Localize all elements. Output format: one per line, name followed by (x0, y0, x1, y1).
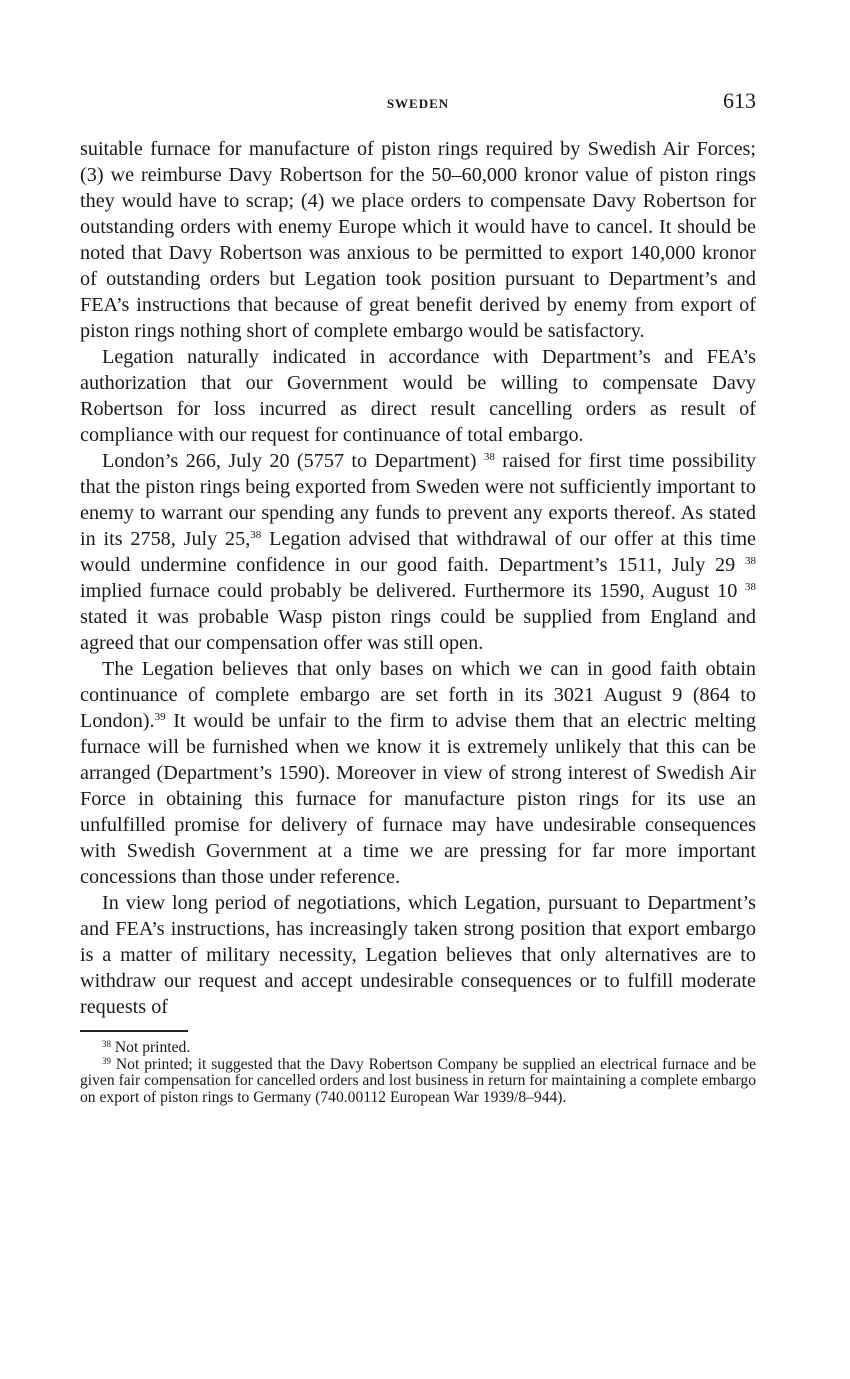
footnote-39 (80, 1057, 756, 1107)
footnote-divider (80, 1030, 188, 1032)
paragraph-text: stated it was probable Wasp piston rings could be supplied from England and agreed that our compensation offer was still open. (80, 606, 756, 654)
running-head: SWEDEN (386, 96, 450, 111)
paragraph-text: The Legation believes that only bases on which we can in good faith obtain continuance of complete embargo are set forth in its 3021 August 9 (864 to London). (80, 658, 756, 732)
footnote-38 (80, 1040, 756, 1057)
paragraph-text: Legation advised that withdrawal of our offer at this time would undermine confidence in our good faith. Department’s 1511, July 29 (80, 528, 757, 576)
page-number: 613 (723, 88, 756, 113)
footnote-reference: 38 (745, 555, 756, 567)
footnote-reference: 38 (483, 451, 495, 463)
body-paragraph (80, 448, 756, 656)
body-paragraph (80, 136, 756, 344)
body-paragraph (80, 656, 756, 890)
footnote-text: Not printed; it suggested that the Davy Robertson Company be supplied an electrical furnace and be given fair compensation for cancelled orders and lost business in return for maintaining a complete embargo on export of piston rings to Germany (740.00112 European War 1939/8–944). (80, 1055, 756, 1106)
paragraph-text: In view long period of negotiations, which Legation, pursuant to Department’s and FEA’s instructions, has increasingly taken strong position that export embargo is a matter of military necessity, Legation believes that only alternatives are to withdraw our request and accept undesirable consequences or to fulfill moderate requests of (80, 892, 756, 1018)
footnotes (80, 1040, 756, 1106)
paragraph-text: London’s 266, July 20 (5757 to Department) (102, 450, 484, 472)
footnote-number: 38 (102, 1039, 111, 1049)
footnote-reference: 39 (154, 711, 166, 723)
footnote-text: Not printed. (111, 1039, 191, 1056)
page-header (80, 88, 756, 124)
footnote-reference: 38 (250, 529, 262, 541)
paragraph-text: Legation naturally indicated in accordance with Department’s and FEA’s authorization that our Government would be willing to compensate Davy Robertson for loss incurred as direct result cancelling orders as result of compliance with our request for continuance of total embargo. (80, 346, 756, 446)
footnote-number: 39 (102, 1055, 111, 1066)
document-page (80, 88, 756, 1106)
body-paragraph (80, 890, 756, 1020)
body-text (80, 136, 756, 1020)
paragraph-text: raised for first time possibility that the piston rings being exported from Sweden were not sufficiently important to enemy to warrant our spending any funds to prevent any exports thereof. As stated in its 2758, July 25, (80, 450, 756, 550)
footnote-reference: 38 (745, 581, 756, 593)
paragraph-text: implied furnace could probably be delivered. Furthermore its 1590, August 10 (80, 580, 745, 602)
paragraph-text: It would be unfair to the firm to advise them that an electric melting furnace will be furnished when we know it is extremely unlikely that this can be arranged (Department’s 1590). Moreover in view of strong interest of Swedish Air Force in obtaining this furnace for manufacture piston rings for its use an unfulfilled promise for delivery of furnace may have undesirable consequences with Swedish Government at a time we are pressing for far more important concessions than those under reference. (80, 710, 756, 888)
body-paragraph (80, 344, 756, 448)
paragraph-text: suitable furnace for manufacture of piston rings required by Swedish Air Forces; (3) we reimburse Davy Robertson for the 50–60,000 kronor value of piston rings they would have to scrap; (4) we place orders to compensate Davy Robertson for outstanding orders with enemy Europe which it would have to cancel. It should be noted that Davy Robertson was anxious to be permitted to export 140,000 kronor of outstanding orders but Legation took position pursuant to Department’s and FEA’s instructions that because of great benefit derived by enemy from export of piston rings nothing short of complete embargo would be satisfactory. (80, 138, 756, 342)
